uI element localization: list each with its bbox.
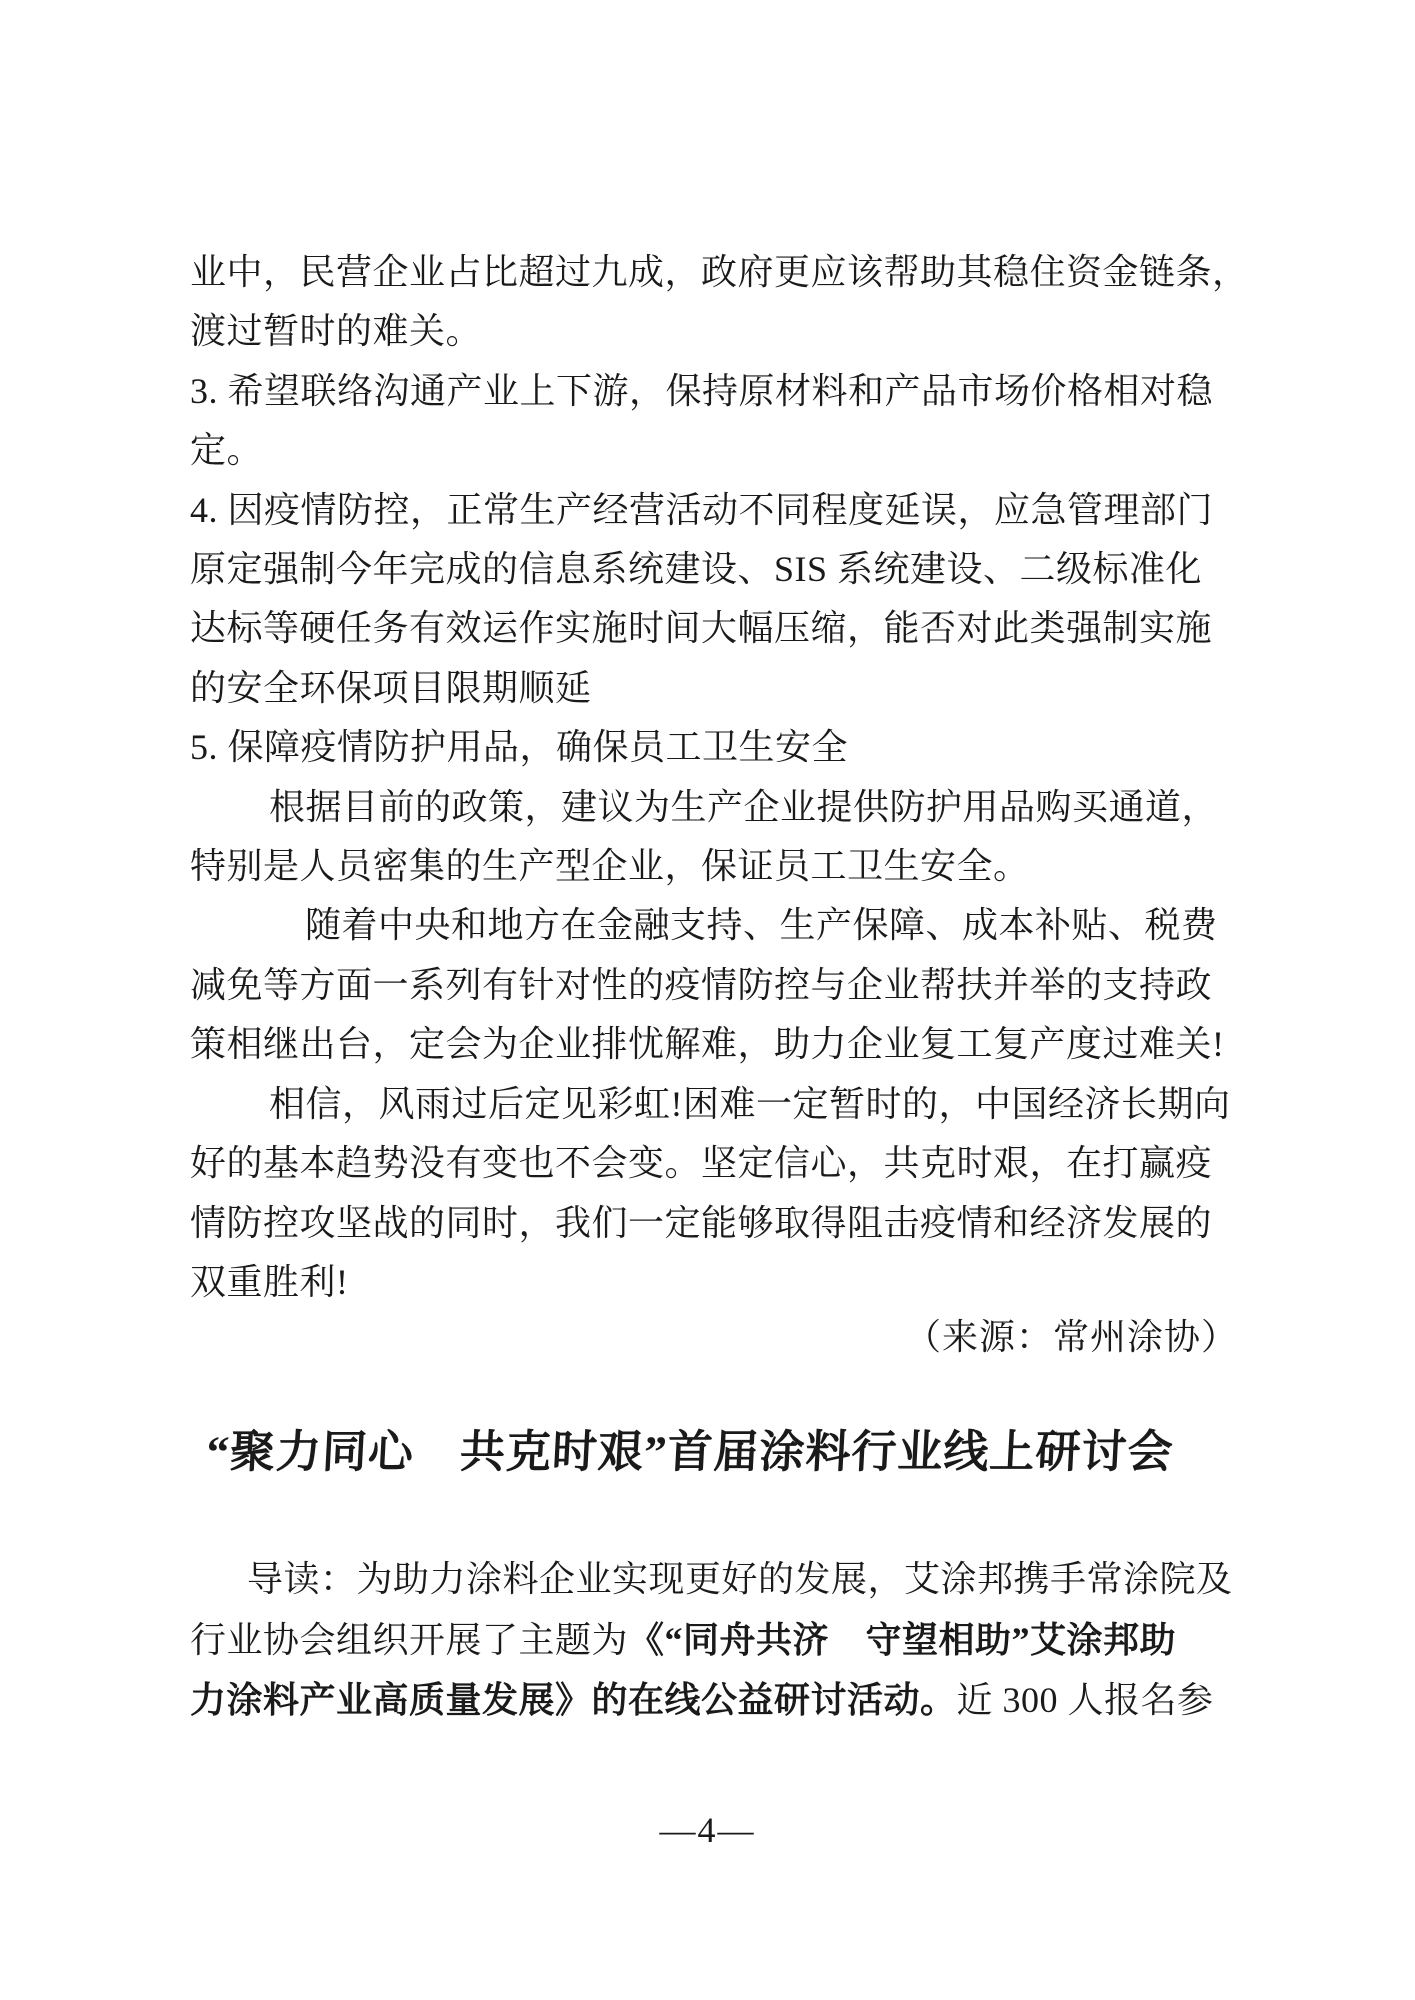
body-line: 策相继出台，定会为企业排忧解难，助力企业复工复产度过难关! — [190, 1024, 1225, 1065]
body-line: 渡过暂时的难关。 — [190, 311, 483, 352]
body-line: 特别是人员密集的生产型企业，保证员工卫生安全。 — [190, 846, 1030, 887]
paragraph-start: 根据目前的政策，建议为生产企业提供防护用品购买通道， — [269, 786, 1219, 827]
body-line: 双重胜利! — [190, 1261, 349, 1302]
body-line: 原定强制今年完成的信息系统建设、SIS 系统建设、二级标准化 — [190, 549, 1203, 590]
body-line: 情防控攻坚战的同时，我们一定能够取得阻击疫情和经济发展的 — [190, 1202, 1213, 1243]
intro-text-bold-title: 力涂料产业高质量发展》的在线公益研讨活动。 — [190, 1680, 957, 1720]
body-line: 达标等硬任务有效运作实施时间大幅压缩，能否对此类强制实施 — [190, 608, 1213, 649]
paragraph-start: 随着中央和地方在金融支持、生产保障、成本补贴、税费 — [305, 905, 1218, 946]
list-item-4: 4. 因疫情防控，正常生产经营活动不同程度延误，应急管理部门 — [190, 489, 1214, 530]
body-line: 的安全环保项目限期顺延 — [190, 667, 592, 708]
body-line: 好的基本趋势没有变也不会变。坚定信心，共克时艰，在打赢疫 — [190, 1143, 1213, 1184]
page-number: —4— — [659, 1810, 756, 1850]
body-line: 减免等方面一系列有针对性的疫情防控与企业帮扶并举的支持政 — [190, 964, 1213, 1005]
intro-line: 导读：为助力涂料企业实现更好的发展，艾涂邦携手常涂院及 — [247, 1559, 1233, 1599]
intro-text-regular: 近 300 人报名参 — [956, 1680, 1214, 1720]
intro-paragraph-block — [190, 1549, 1250, 1731]
body-text-block — [190, 243, 1249, 1312]
paragraph-start: 相信，风雨过后定见彩虹!困难一定暂时的，中国经济长期向 — [269, 1083, 1231, 1124]
body-line: 业中，民营企业占比超过九成，政府更应该帮助其稳住资金链条， — [190, 252, 1249, 292]
intro-line — [190, 1610, 1250, 1671]
intro-text-regular: 行业协会组织开展了主题为 — [190, 1619, 629, 1660]
intro-line — [190, 1670, 1250, 1731]
section-heading-calligraphy: “聚力同心 共克时艰”首届涂料行业线上研讨会 — [205, 1427, 1175, 1477]
list-item-3: 3. 希望联络沟通产业上下游，保持原材料和产品市场价格相对稳 — [190, 370, 1214, 411]
list-item-5: 5. 保障疫情防护用品，确保员工卫生安全 — [190, 727, 849, 768]
intro-text-bold-title: 《“同舟共济 守望相助”艾涂邦助 — [628, 1619, 1177, 1660]
body-line: 定。 — [190, 430, 264, 471]
source-attribution: （来源：常州涂协） — [904, 1317, 1238, 1357]
